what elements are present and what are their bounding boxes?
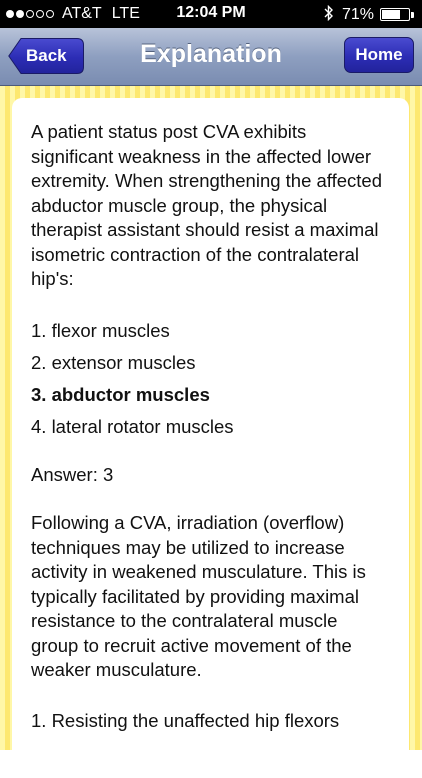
battery-icon [380, 8, 410, 21]
answer-text: Answer: 3 [31, 463, 114, 485]
page-title: Explanation [140, 40, 282, 68]
answer-choices [31, 315, 389, 443]
explanation-text: Following a CVA, irradiation (overflow) techniques may be utilized to increase activity in weakened musculature. This is typically facilitated by providing maximal resistance to the contralateral muscle group to recruit active movement of the weaker musculature. [31, 512, 366, 680]
status-bar [0, 0, 422, 28]
choice-3-correct: 3. abductor muscles [31, 383, 210, 405]
back-button-label: Back [26, 46, 67, 65]
bluetooth-icon [324, 5, 334, 24]
question-text: A patient status post CVA exhibits significant weakness in the affected lower extremity. When strengthening the affected abductor muscle group, the physical therapist assistant should resist a maximal isometric contraction of the contralateral hip's: [31, 121, 383, 289]
status-time: 12:04 PM [176, 4, 246, 21]
battery-tip [411, 12, 414, 18]
carrier-name: AT&T [62, 5, 102, 22]
home-button[interactable]: Home [344, 37, 414, 73]
explanation-card[interactable] [12, 98, 409, 778]
battery-level-fill [382, 10, 400, 19]
choice-4: 4. lateral rotator muscles [31, 415, 234, 437]
network-type: LTE [111, 5, 140, 22]
choice-1: 1. flexor muscles [31, 319, 170, 341]
status-right [324, 5, 414, 24]
choice-2: 2. extensor muscles [31, 351, 196, 373]
explanation-continuation: 1. Resisting the unaffected hip flexors [31, 709, 340, 731]
battery-percent: 71% [341, 5, 374, 23]
navigation-bar [0, 28, 422, 86]
